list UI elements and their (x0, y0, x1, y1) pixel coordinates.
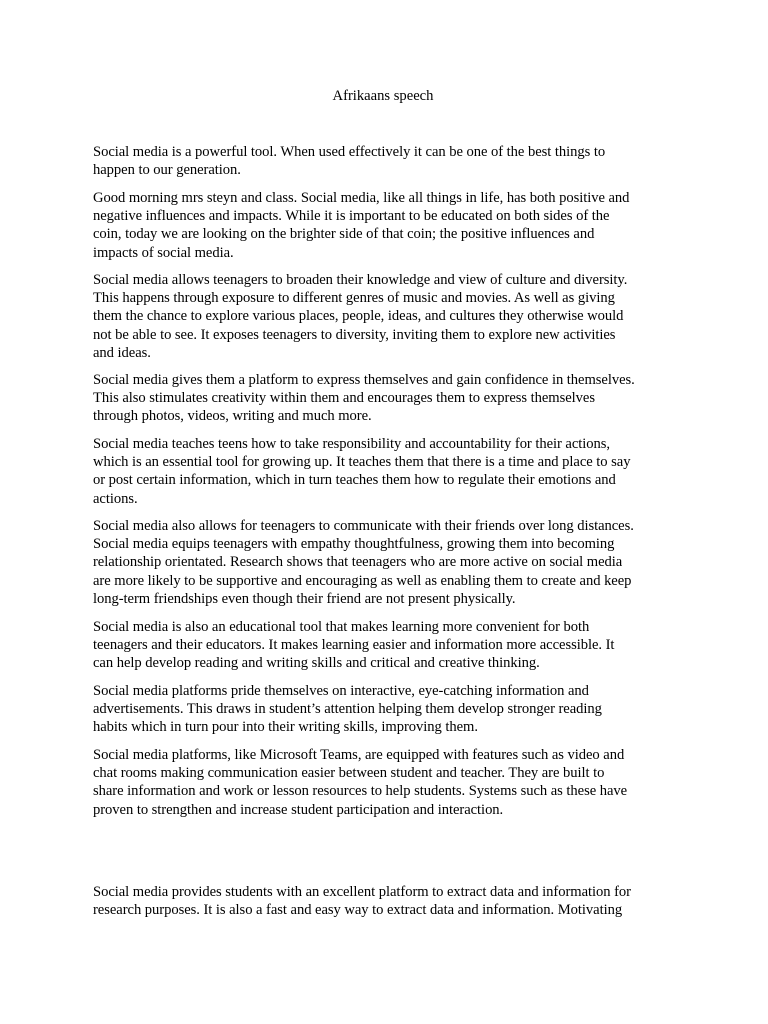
text-line: or post certain information, which in turn teaches them how to regulate their emotions and (93, 472, 616, 489)
text-line: negative influences and impacts. While it is important to be educated on both sides of the (93, 208, 610, 225)
text-line: Social media teaches teens how to take responsibility and accountability for their actions, (93, 436, 611, 452)
text-line: advertisements. This draws in student’s attention helping them develop stronger reading (93, 701, 602, 718)
paragraph-self-expression (93, 371, 673, 426)
text-line: Social media is a powerful tool. When used effectively it can be one of the best things to (93, 144, 606, 160)
document-title: Afrikaans speech (332, 88, 434, 104)
text-line: This also stimulates creativity within them and encourages them to express themselves (93, 390, 595, 407)
text-line: impacts of social media. (93, 244, 234, 261)
text-line: teenagers and their educators. It makes learning easier and information more accessible. It (93, 637, 615, 654)
paragraph-communication (93, 517, 673, 608)
text-line: relationship orientated. Research shows that teenagers who are more active on social media (93, 554, 623, 571)
text-line: actions. (93, 490, 138, 507)
text-line: Social media gives them a platform to express themselves and gain confidence in themselves. (93, 372, 635, 388)
text-line: research purposes. It is also a fast and easy way to extract data and information. Motivating (93, 902, 623, 919)
text-line: Social media equips teenagers with empathy thoughtfulness, growing them into becoming (93, 536, 615, 553)
text-line: habits which in turn pour into their writing skills, improving them. (93, 719, 478, 736)
text-line: are more likely to be supportive and encouraging as well as enabling them to create and keep (93, 572, 632, 589)
text-line: Social media allows teenagers to broaden their knowledge and view of culture and diversity. (93, 272, 628, 288)
paragraph-intro (93, 143, 673, 179)
paragraph-interactive-info (93, 682, 673, 737)
text-line: through photos, videos, writing and much more. (93, 408, 372, 425)
text-line: Social media is also an educational tool that makes learning more convenient for both (93, 619, 590, 635)
text-line: which is an essential tool for growing up. It teaches them that there is a time and place to say (93, 454, 631, 471)
document-page (93, 0, 673, 1024)
text-line: chat rooms making communication easier between student and teacher. They are built to (93, 765, 605, 782)
text-line: proven to strengthen and increase student participation and interaction. (93, 801, 504, 818)
text-line: Social media platforms, like Microsoft Teams, are equipped with features such as video and (93, 747, 625, 763)
text-line: This happens through exposure to different genres of music and movies. As well as giving (93, 290, 615, 307)
paragraph-responsibility (93, 435, 673, 508)
text-line: coin, today we are looking on the brighter side of that coin; the positive influences and (93, 226, 595, 243)
paragraph-educational-tool (93, 618, 673, 673)
text-line: Social media provides students with an excellent platform to extract data and information for (93, 884, 631, 900)
paragraph-greeting (93, 189, 673, 262)
text-line: happen to our generation. (93, 162, 241, 179)
text-line: long-term friendships even though their friend are not present physically. (93, 590, 516, 607)
text-line: Good morning mrs steyn and class. Social media, like all things in life, has both positive and (93, 190, 630, 206)
text-line: Social media platforms pride themselves on interactive, eye-catching information and (93, 683, 589, 699)
paragraph-culture-diversity (93, 271, 673, 362)
text-line: Social media also allows for teenagers to communicate with their friends over long distances. (93, 518, 634, 534)
text-line: and ideas. (93, 344, 151, 361)
paragraph-research (93, 883, 673, 919)
text-line: can help develop reading and writing skills and critical and creative thinking. (93, 655, 540, 672)
text-line: share information and work or lesson resources to help students. Systems such as these have (93, 783, 628, 800)
text-line: them the chance to explore various places, people, ideas, and cultures they otherwise would (93, 308, 624, 325)
text-line: not be able to see. It exposes teenagers to diversity, inviting them to explore new activities (93, 326, 616, 343)
paragraph-microsoft-teams (93, 746, 673, 819)
